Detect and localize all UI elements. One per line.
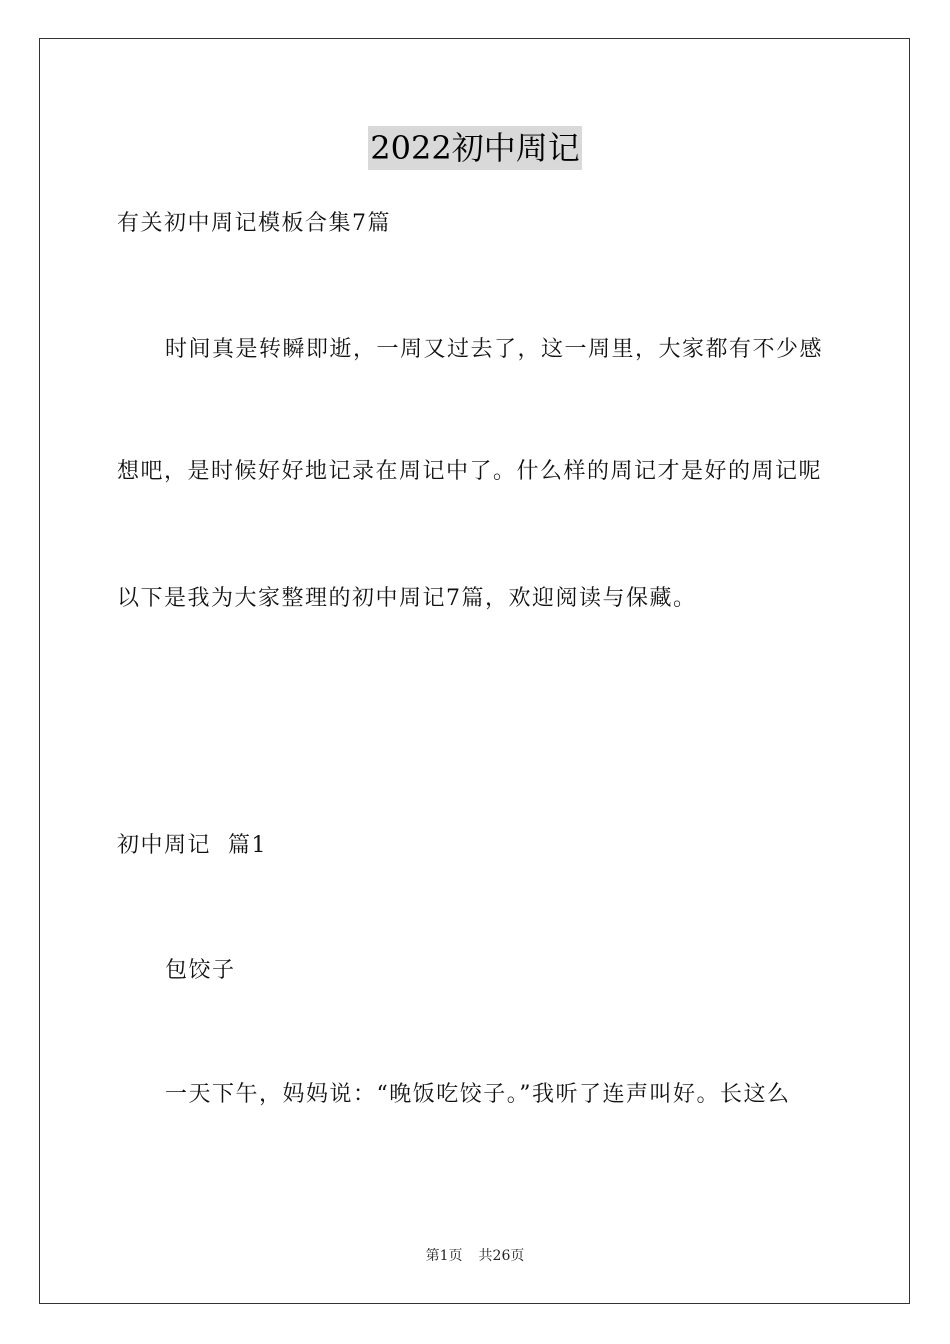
title-container [0,126,950,170]
document-title: 2022初中周记 [368,126,581,170]
intro-line-1: 时间真是转瞬即逝，一周又过去了，这一周里，大家都有不少感 [165,337,824,362]
section-heading: 初中周记 篇1 [117,833,267,858]
intro-line-3: 以下是我为大家整理的初中周记7篇，欢迎阅读与保藏。 [117,586,697,611]
essay-title: 包饺子 [165,958,236,983]
document-subtitle: 有关初中周记模板合集7篇 [117,211,391,236]
page-number: 第1页 [425,1248,463,1264]
intro-line-2: 想吧，是时候好好地记录在周记中了。什么样的周记才是好的周记呢 [117,459,823,484]
page-total: 共26页 [478,1248,525,1264]
page-footer [0,1247,950,1265]
body-line-1: 一天下午，妈妈说：“晚饭吃饺子。”我听了连声叫好。长这么 [165,1082,791,1107]
